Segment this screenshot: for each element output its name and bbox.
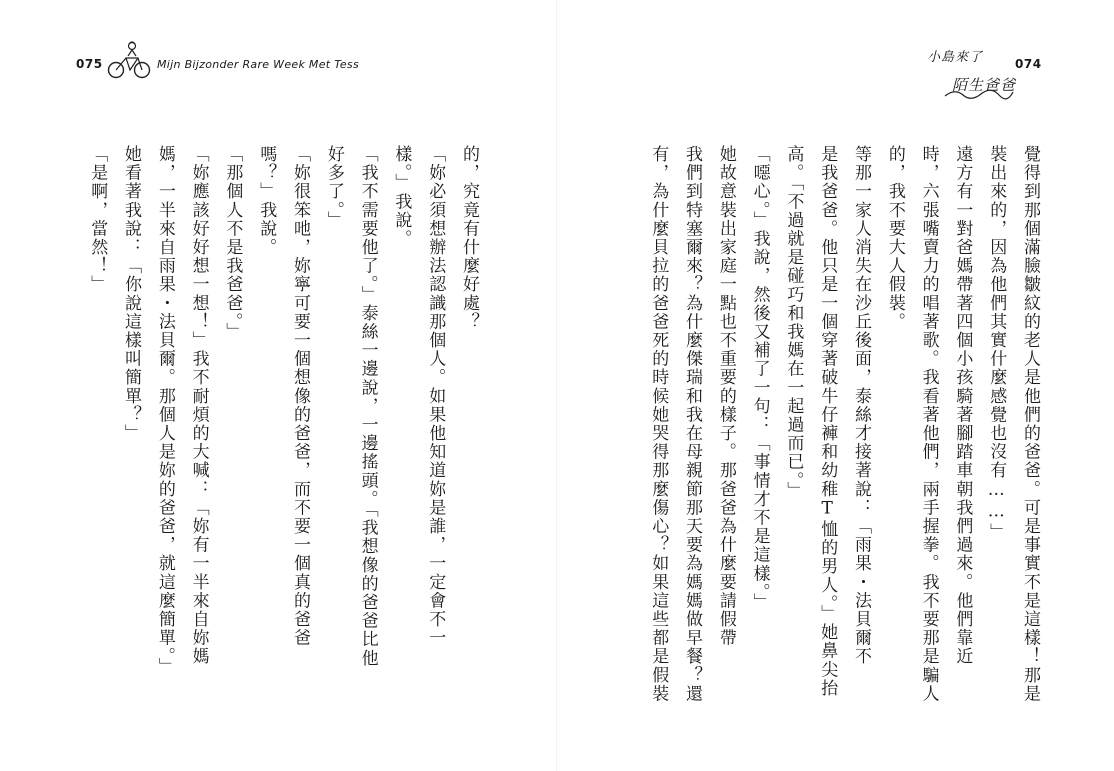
text-line: 「妳應該好好想一想！」我不耐煩的大喊：「妳有一半來自妳媽 <box>188 145 209 666</box>
text-line: 媽，一半來自雨果・法貝爾。那個人是妳的爸爸，就這麼簡單。」 <box>154 145 175 676</box>
text-line: 「妳很笨吔，妳寧可要一個想像的爸爸，而不要一個真的爸爸 <box>290 145 311 648</box>
text-line: 「妳必須想辦法認識那個人。如果他知道妳是誰，一定會不一 <box>425 145 446 648</box>
text-line: 她故意裝出家庭一點也不重要的樣子。那爸爸為什麼要請假帶 <box>715 145 736 648</box>
book-title-chinese-line2: 陌生爸爸 <box>952 76 1017 94</box>
text-line: 遠方有一對爸媽帶著四個小孩騎著腳踏車朝我們過來。他們靠近 <box>952 145 973 666</box>
right-page <box>557 0 1114 771</box>
right-page-number: 074 <box>1015 57 1042 71</box>
text-line: 嗎？」我說。 <box>256 145 277 257</box>
text-line: 「那個人不是我爸爸。」 <box>222 145 243 342</box>
text-line: 高。「不過就是碰巧和我媽在一起過而已。」 <box>783 145 804 500</box>
right-page-text <box>640 145 1046 703</box>
text-line: 的，究竟有什麼好處？ <box>459 145 479 331</box>
text-line: 有，為什麼貝拉的爸爸死的時候她哭得那麼傷心？如果這些都是假裝 <box>648 145 669 703</box>
book-title-chinese-line1: 小島來了 <box>927 50 984 65</box>
text-line: 「我不需要他了。」泰絲一邊說，一邊搖頭。「我想像的爸爸比他 <box>357 145 378 668</box>
text-line: 等那一家人消失在沙丘後面，泰絲才接著說：「雨果・法貝爾不 <box>851 145 872 666</box>
text-line: 「噁心。」我說，然後又補了一句：「事情才不是這樣。」 <box>749 145 770 612</box>
underline-scribble-icon <box>943 86 1015 100</box>
left-page-number: 075 <box>76 57 103 71</box>
text-line: 裝出來的，因為他們其實什麼感覺也沒有……」 <box>986 145 1007 542</box>
bicycle-rider-icon <box>104 40 154 80</box>
left-page-text <box>79 145 485 700</box>
text-line: 時，六張嘴賣力的唱著歌。我看著他們，兩手握拳。我不要那是騙人 <box>918 145 939 703</box>
book-title-english: Mijn Bijzonder Rare Week Met Tess <box>157 58 359 71</box>
text-line: 她看著我說：「你說這樣叫簡單？」 <box>121 145 142 443</box>
text-line: 的，我不要大人假裝。 <box>884 145 905 331</box>
text-line: 我們到特塞爾來？為什麼傑瑞和我在母親節那天要為媽媽做早餐？還 <box>682 145 703 703</box>
text-line: 樣。」我說。 <box>391 145 412 249</box>
text-line: 是我爸爸。他只是一個穿著破牛仔褲和幼稚T恤的男人。」她鼻尖抬 <box>817 145 838 698</box>
text-line: 覺得到那個滿臉皺紋的老人是他們的爸爸。可是事實不是這樣！那是 <box>1020 145 1040 703</box>
text-line: 好多了。」 <box>323 145 344 230</box>
text-line: 「是啊，當然！」 <box>87 145 108 294</box>
